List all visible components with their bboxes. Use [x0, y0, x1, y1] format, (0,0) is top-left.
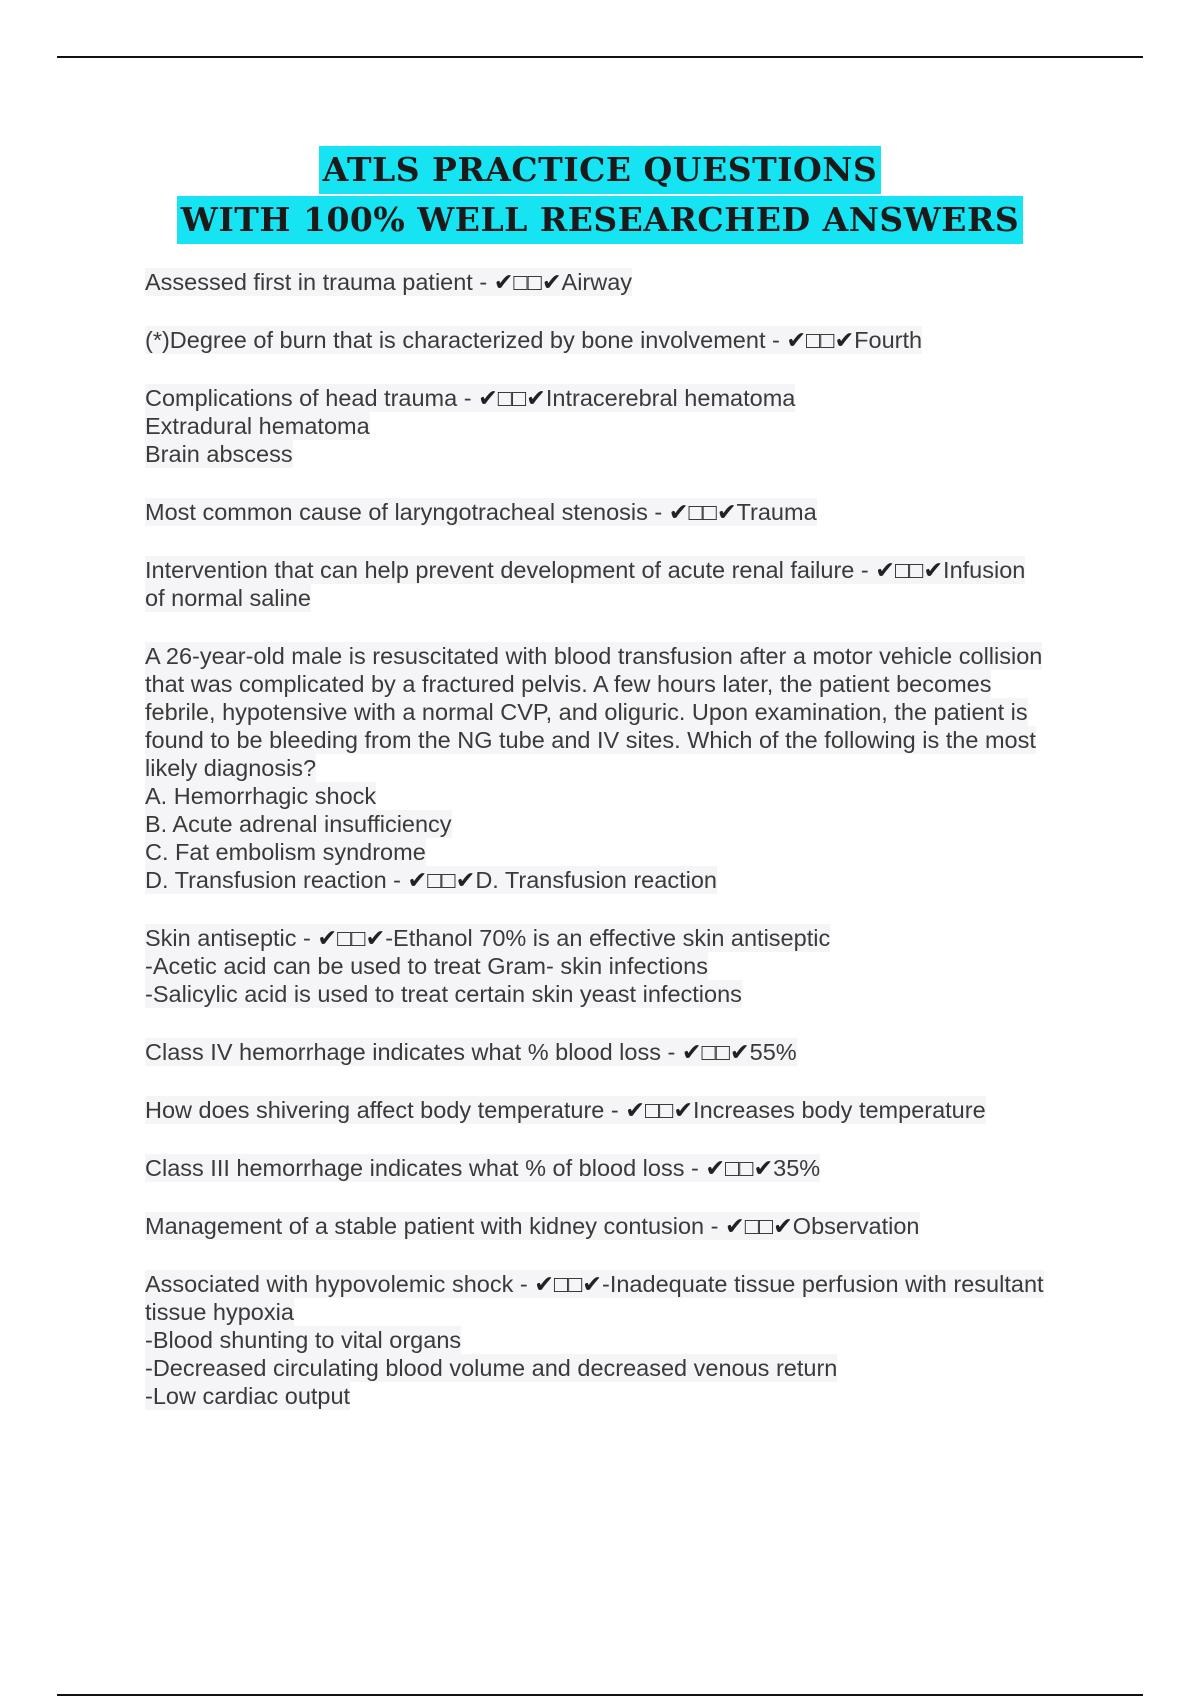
checkmark-icon: ✔□□✔	[725, 1213, 793, 1239]
bottom-rule	[57, 1694, 1143, 1696]
question-answer-line	[145, 498, 817, 526]
answer-continuation: -Decreased circulating blood volume and decreased venous return	[145, 1355, 838, 1381]
answer-text: -Inadequate tissue perfusion with resultant	[602, 1271, 1044, 1297]
answer-text: Increases body temperature	[693, 1097, 986, 1123]
checkmark-icon: ✔□□✔	[317, 925, 386, 951]
question-answer-line	[145, 1270, 1044, 1298]
answer-text: Fourth	[854, 327, 923, 353]
question-text: febrile, hypotensive with a normal CVP, and oliguric. Upon examination, the patient is	[145, 699, 1028, 725]
answer-text: Intracerebral hematoma	[545, 385, 796, 411]
question-text: Intervention that can help prevent development of acute renal failure -	[145, 557, 876, 583]
qa-item	[145, 1154, 1085, 1182]
question-answer-line	[145, 556, 1025, 584]
answer-text: Airway	[561, 269, 633, 295]
question-answer-line	[145, 1212, 920, 1240]
checkmark-icon: ✔□□✔	[625, 1097, 694, 1123]
question-text: that was complicated by a fractured pelvis. A few hours later, the patient becomes	[145, 671, 992, 697]
checkmark-icon: ✔□□✔	[705, 1155, 774, 1181]
question-text: likely diagnosis?	[145, 755, 317, 781]
answer-text: 55%	[749, 1039, 797, 1065]
question-answer-line	[145, 326, 922, 354]
question-text: D. Transfusion reaction -	[145, 867, 408, 893]
qa-item	[145, 556, 1085, 612]
title-line-2: WITH 100% WELL RESEARCHED ANSWERS	[177, 196, 1023, 244]
answer-continuation: -Blood shunting to vital organs	[145, 1327, 462, 1353]
answer-continuation: -Acetic acid can be used to treat Gram- skin infections	[145, 953, 708, 979]
qa-item	[145, 326, 1085, 354]
answer-continuation: tissue hypoxia	[145, 1299, 294, 1325]
qa-item	[145, 498, 1085, 526]
question-text: Most common cause of laryngotracheal stenosis -	[145, 499, 669, 525]
answer-text: 35%	[773, 1155, 821, 1181]
answer-text: Infusion	[943, 557, 1026, 583]
title-line-1: ATLS PRACTICE QUESTIONS	[319, 146, 882, 194]
answer-continuation: Extradural hematoma	[145, 413, 370, 439]
question-text: C. Fat embolism syndrome	[145, 839, 426, 865]
checkmark-icon: ✔□□✔	[668, 499, 737, 525]
qa-list	[145, 268, 1085, 1440]
top-rule	[57, 56, 1143, 58]
checkmark-icon: ✔□□✔	[407, 867, 476, 893]
answer-continuation: Brain abscess	[145, 441, 293, 467]
question-answer-line	[145, 1096, 986, 1124]
answer-text: D. Transfusion reaction	[475, 867, 717, 893]
question-text: Skin antiseptic -	[145, 925, 318, 951]
answer-text: -Ethanol 70% is an effective skin antiseptic	[385, 925, 831, 951]
answer-continuation: -Low cardiac output	[145, 1383, 351, 1409]
qa-item	[145, 1038, 1085, 1066]
question-text: A 26-year-old male is resuscitated with blood transfusion after a motor vehicle collision	[145, 643, 1043, 669]
question-answer-line	[145, 924, 830, 952]
checkmark-icon: ✔□□✔	[493, 269, 562, 295]
question-text: found to be bleeding from the NG tube and IV sites. Which of the following is the most	[145, 727, 1036, 753]
question-text: Associated with hypovolemic shock -	[145, 1271, 535, 1297]
question-text: Complications of head trauma -	[145, 385, 479, 411]
question-text: How does shivering affect body temperature -	[145, 1097, 626, 1123]
answer-continuation: -Salicylic acid is used to treat certain skin yeast infections	[145, 981, 742, 1007]
question-text: B. Acute adrenal insufficiency	[145, 811, 452, 837]
qa-item	[145, 642, 1085, 894]
question-answer-line	[145, 1154, 820, 1182]
qa-item	[145, 1270, 1085, 1410]
question-text: Class IV hemorrhage indicates what % blood loss -	[145, 1039, 682, 1065]
checkmark-icon: ✔□□✔	[786, 327, 855, 353]
question-answer-line	[145, 1038, 797, 1066]
question-answer-line	[145, 384, 795, 412]
question-answer-line	[145, 866, 717, 894]
question-text: Management of a stable patient with kidney contusion -	[145, 1213, 726, 1239]
answer-continuation: of normal saline	[145, 585, 311, 611]
qa-item	[145, 1096, 1085, 1124]
answer-text: Trauma	[736, 499, 817, 525]
question-text: A. Hemorrhagic shock	[145, 783, 377, 809]
checkmark-icon: ✔□□✔	[534, 1271, 602, 1297]
qa-item	[145, 384, 1085, 468]
answer-text: Observation	[792, 1213, 920, 1239]
checkmark-icon: ✔□□✔	[681, 1039, 750, 1065]
qa-item	[145, 1212, 1085, 1240]
qa-item	[145, 924, 1085, 1008]
question-answer-line	[145, 268, 632, 296]
question-text: Class III hemorrhage indicates what % of blood loss -	[145, 1155, 706, 1181]
checkmark-icon: ✔□□✔	[875, 557, 944, 583]
document-title	[0, 146, 1200, 244]
question-text: Assessed first in trauma patient -	[145, 269, 494, 295]
question-text: (*)Degree of burn that is characterized by bone involvement -	[145, 327, 787, 353]
checkmark-icon: ✔□□✔	[478, 385, 546, 411]
qa-item	[145, 268, 1085, 296]
